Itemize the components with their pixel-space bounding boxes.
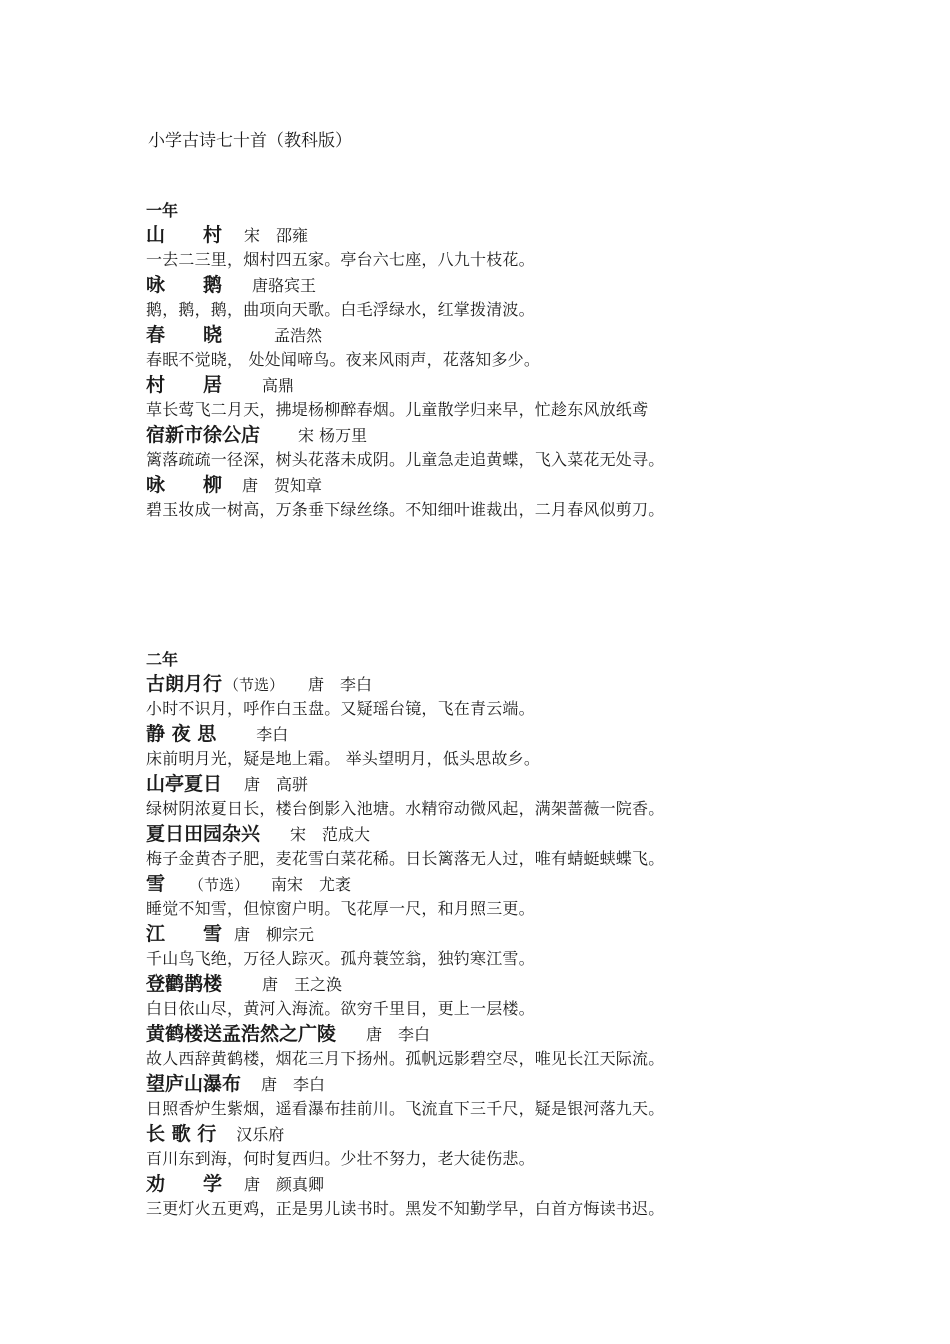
poem-title: 江 雪 — [146, 923, 223, 945]
poem-title: 山 村 — [146, 224, 223, 246]
poem-title: 村 居 — [146, 374, 223, 396]
poem-text: 鹅，鹅，鹅，曲项向天歌。白毛浮绿水，红掌拨清波。 — [146, 300, 535, 319]
poem-author: 唐 高骈 — [244, 775, 309, 794]
poem-title: 咏 柳 — [146, 474, 223, 496]
poem — [146, 671, 926, 721]
grade-heading: 二年 — [146, 650, 179, 669]
poem — [146, 372, 926, 422]
poem-author: 高鼎 — [262, 376, 295, 395]
poem-title: 长 歌 行 — [146, 1123, 217, 1145]
poem-text: 故人西辞黄鹤楼，烟花三月下扬州。孤帆远影碧空尽，唯见长江天际流。 — [146, 1049, 665, 1068]
poem — [146, 921, 926, 971]
poem-author: 宋 范成大 — [290, 825, 371, 844]
poem-author: 唐 王之涣 — [262, 975, 343, 994]
poem — [146, 472, 926, 522]
poem-text: 小时不识月，呼作白玉盘。又疑瑶台镜，飞在青云端。 — [146, 699, 535, 718]
poem-title: 夏日田园杂兴 — [146, 823, 261, 845]
poem-text: 草长莺飞二月天，拂堤杨柳醉春烟。儿童散学归来早，忙趁东风放纸鸢 — [146, 400, 649, 419]
poem-title: 咏 鹅 — [146, 274, 223, 296]
poem-text: 床前明月光，疑是地上霜。 举头望明月，低头思故乡。 — [146, 749, 541, 768]
poem — [146, 222, 926, 272]
poem-title: 山亭夏日 — [146, 773, 223, 795]
poem-text: 一去二三里，烟村四五家。亭台六七座，八九十枝花。 — [146, 250, 535, 269]
poem-text: 篱落疏疏一径深，树头花落未成阴。儿童急走追黄蝶，飞入菜花无处寻。 — [146, 450, 665, 469]
poem-text: 春眠不觉晓， 处处闻啼鸟。夜来风雨声，花落知多少。 — [146, 350, 541, 369]
poem-title: 望庐山瀑布 — [146, 1073, 242, 1095]
poem-title: 古朗月行 — [146, 673, 223, 695]
poem — [146, 422, 926, 472]
poem-text: 白日依山尽，黄河入海流。欲穷千里目，更上一层楼。 — [146, 999, 535, 1018]
poem-author: 宋 杨万里 — [298, 426, 368, 445]
poem-title: 雪 — [146, 873, 166, 895]
poem-text: 碧玉妆成一树高，万条垂下绿丝绦。不知细叶谁裁出，二月春风似剪刀。 — [146, 500, 665, 519]
grade-heading: 一年 — [146, 201, 179, 220]
poem-title: 登鹳鹊楼 — [146, 973, 223, 995]
poem-title: 劝 学 — [146, 1173, 223, 1195]
poem-title: 春 晓 — [146, 324, 223, 346]
poem-author: 唐 李白 — [308, 675, 373, 694]
poem — [146, 721, 926, 771]
poem-author: 宋 邵雍 — [244, 226, 309, 245]
section-grade-2 — [146, 649, 926, 1221]
poem — [146, 871, 926, 921]
poem — [146, 771, 926, 821]
poem-text: 百川东到海，何时复西归。少壮不努力，老大徒伤悲。 — [146, 1149, 535, 1168]
poem-note: （节选） — [189, 876, 250, 894]
poem-author: 唐 李白 — [366, 1025, 431, 1044]
poem-text: 绿树阴浓夏日长，楼台倒影入池塘。水精帘动微风起，满架蔷薇一院香。 — [146, 799, 665, 818]
poem — [146, 821, 926, 871]
poem-author: 李白 — [256, 725, 289, 744]
section-grade-1 — [146, 200, 926, 522]
poem-author: 唐 贺知章 — [242, 476, 323, 495]
poem-author: 唐 李白 — [261, 1075, 326, 1094]
poem-title: 宿新市徐公店 — [146, 424, 261, 446]
poem-author: 唐骆宾王 — [252, 276, 317, 295]
poem — [146, 1121, 926, 1171]
poem-author: 唐 柳宗元 — [234, 925, 315, 944]
poem-text: 三更灯火五更鸡，正是男儿读书时。黑发不知勤学早，白首方悔读书迟。 — [146, 1199, 665, 1218]
poem — [146, 272, 926, 322]
poem-text: 睡觉不知雪，但惊窗户明。飞花厚一尺，和月照三更。 — [146, 899, 535, 918]
poem-author: 汉乐府 — [236, 1125, 285, 1144]
poem-author: 南宋 尤袤 — [271, 875, 352, 894]
poem-note: （节选） — [224, 676, 285, 694]
poem — [146, 1171, 926, 1221]
poem-title: 静 夜 思 — [146, 723, 217, 745]
poem — [146, 1071, 926, 1121]
poem-title: 黄鹤楼送孟浩然之广陵 — [146, 1023, 337, 1045]
poem-text: 日照香炉生紫烟，遥看瀑布挂前川。飞流直下三千尺，疑是银河落九天。 — [146, 1099, 665, 1118]
poem-author: 唐 颜真卿 — [244, 1175, 325, 1194]
poem — [146, 971, 926, 1021]
poem-author: 孟浩然 — [274, 326, 323, 345]
poem — [146, 1021, 926, 1071]
poem-text: 梅子金黄杏子肥，麦花雪白菜花稀。日长篱落无人过，唯有蜻蜓蛱蝶飞。 — [146, 849, 665, 868]
poem — [146, 322, 926, 372]
document-title: 小学古诗七十首（教科版） — [148, 131, 352, 151]
poem-text: 千山鸟飞绝，万径人踪灭。孤舟蓑笠翁，独钓寒江雪。 — [146, 949, 535, 968]
